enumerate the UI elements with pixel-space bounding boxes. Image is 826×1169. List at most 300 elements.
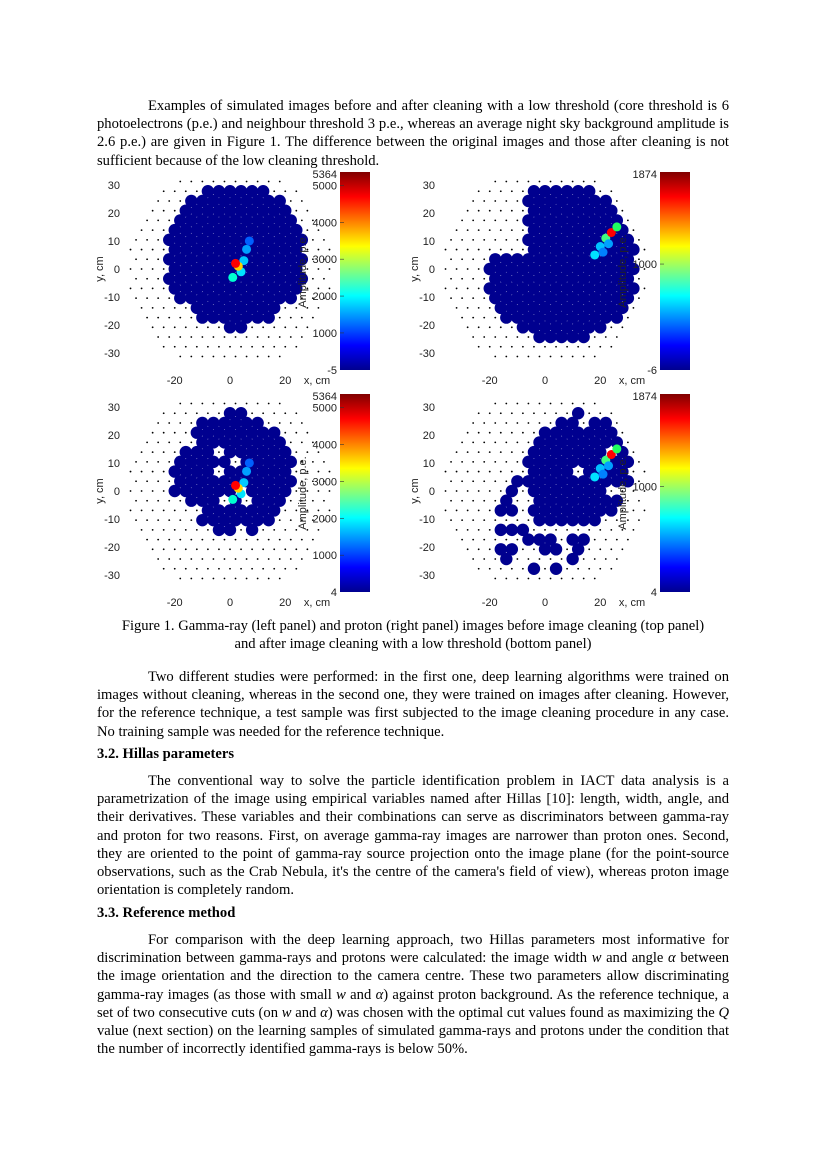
camera-dot xyxy=(516,220,518,222)
camera-dot xyxy=(318,288,320,290)
y-tick-label: 0 xyxy=(113,486,120,498)
camera-dot xyxy=(483,278,485,280)
camera-dot xyxy=(329,471,331,473)
camera-dot xyxy=(224,336,226,338)
camera-pixel xyxy=(489,253,501,265)
camera-dot xyxy=(494,181,496,183)
camera-dot xyxy=(207,568,209,570)
camera-dot xyxy=(505,220,507,222)
camera-dot xyxy=(318,510,320,512)
y-tick-label: -30 xyxy=(104,570,120,583)
camera-dot xyxy=(146,461,148,463)
x-tick-label: -20 xyxy=(166,375,183,387)
colorbar-tick-label: 4000 xyxy=(312,217,337,230)
camera-dot xyxy=(130,288,132,290)
y-tick-label: 10 xyxy=(422,235,435,248)
camera-dot xyxy=(235,336,237,338)
camera-dot xyxy=(157,220,159,222)
camera-dot xyxy=(533,529,535,531)
camera-dot xyxy=(610,548,612,550)
colorbar-min-label: -6 xyxy=(647,365,657,377)
camera-dot xyxy=(566,548,568,550)
camera-dot xyxy=(246,558,248,560)
camera-dot xyxy=(539,558,541,560)
camera-dot xyxy=(157,200,159,202)
camera-dot xyxy=(472,200,474,202)
camera-dot xyxy=(218,568,220,570)
camera-dot xyxy=(279,403,281,405)
camera-dot xyxy=(472,422,474,424)
camera-dot xyxy=(472,519,474,521)
camera-dot xyxy=(478,510,480,512)
camera-dot xyxy=(472,336,474,338)
camera-dot xyxy=(152,548,154,550)
camera-dot xyxy=(323,278,325,280)
camera-dot xyxy=(185,548,187,550)
camera-pixel xyxy=(268,426,280,438)
camera-dot xyxy=(235,539,237,541)
camera-dot xyxy=(544,412,546,414)
camera-dot xyxy=(461,500,463,502)
camera-dot xyxy=(141,229,143,231)
camera-dot xyxy=(201,356,203,358)
x-axis-label: x, cm xyxy=(618,375,646,387)
camera-dot xyxy=(478,346,480,348)
camera-dot xyxy=(522,190,524,192)
camera-dot xyxy=(483,442,485,444)
camera-dot xyxy=(516,181,518,183)
y-tick-label: -20 xyxy=(104,542,120,555)
camera-dot xyxy=(472,220,474,222)
camera-dot xyxy=(174,210,176,212)
camera-dot xyxy=(621,326,623,328)
camera-dot xyxy=(539,403,541,405)
camera-dot xyxy=(306,432,308,434)
camera-dot xyxy=(295,326,297,328)
camera-dot xyxy=(494,519,496,521)
camera-pixel xyxy=(550,563,562,575)
y-tick-label: -30 xyxy=(104,348,120,361)
camera-dot xyxy=(522,249,524,251)
camera-dot xyxy=(500,412,502,414)
camera-dot xyxy=(494,239,496,241)
y-tick-label: 20 xyxy=(422,207,435,220)
camera-dot xyxy=(616,422,618,424)
colorbar-min-label: -5 xyxy=(327,365,337,377)
camera-dot xyxy=(295,412,297,414)
colorbar-tick-label: 3000 xyxy=(312,254,337,267)
camera-dot xyxy=(445,471,447,473)
camera-dot xyxy=(550,356,552,358)
camera-dot xyxy=(246,403,248,405)
camera-dot xyxy=(461,480,463,482)
camera-dot xyxy=(489,307,491,309)
camera-pixel xyxy=(251,417,263,429)
y-tick-label: 20 xyxy=(107,207,120,220)
camera-dot xyxy=(627,539,629,541)
camera-dot xyxy=(610,568,612,570)
camera-dot xyxy=(610,326,612,328)
camera-dot xyxy=(168,442,170,444)
camera-pixel xyxy=(572,407,584,419)
camera-dot xyxy=(478,568,480,570)
camera-dot xyxy=(494,317,496,319)
colorbar-tick-label: 1000 xyxy=(312,550,337,563)
camera-dot xyxy=(483,461,485,463)
camera-dot xyxy=(494,461,496,463)
camera-dot xyxy=(533,548,535,550)
camera-dot xyxy=(500,346,502,348)
x-tick-label: 20 xyxy=(594,597,607,609)
camera-dot xyxy=(472,539,474,541)
camera-dot xyxy=(588,529,590,531)
camera-dot xyxy=(483,220,485,222)
signal-pixel xyxy=(245,236,254,245)
y-tick-label: -20 xyxy=(419,542,435,555)
camera-dot xyxy=(478,548,480,550)
camera-dot xyxy=(505,461,507,463)
camera-dot xyxy=(152,451,154,453)
camera-dot xyxy=(489,249,491,251)
y-tick-label: -10 xyxy=(104,514,120,527)
camera-dot xyxy=(196,568,198,570)
camera-dot xyxy=(505,422,507,424)
camera-dot xyxy=(450,297,452,299)
camera-pixel xyxy=(533,533,545,545)
camera-dot xyxy=(467,490,469,492)
camera-pixel xyxy=(583,185,595,197)
camera-dot xyxy=(135,519,137,521)
camera-dot xyxy=(450,461,452,463)
camera-dot xyxy=(157,519,159,521)
camera-dot xyxy=(174,432,176,434)
camera-dot xyxy=(494,220,496,222)
camera-dot xyxy=(483,558,485,560)
camera-dot xyxy=(494,200,496,202)
camera-dot xyxy=(566,346,568,348)
camera-dot xyxy=(190,519,192,521)
x-tick-label: 20 xyxy=(594,375,607,387)
camera-dot xyxy=(179,442,181,444)
camera-dot xyxy=(174,568,176,570)
x-tick-label: 0 xyxy=(226,375,234,387)
camera-dot xyxy=(566,412,568,414)
camera-dot xyxy=(246,539,248,541)
camera-dot xyxy=(135,480,137,482)
x-tick-label: 0 xyxy=(541,375,549,387)
camera-dot xyxy=(268,578,270,580)
camera-dot xyxy=(621,432,623,434)
camera-dot xyxy=(516,558,518,560)
camera-dot xyxy=(456,307,458,309)
camera-dot xyxy=(224,558,226,560)
camera-dot xyxy=(141,529,143,531)
y-tick-label: -10 xyxy=(419,292,435,305)
camera-dot xyxy=(318,529,320,531)
camera-pixel xyxy=(274,195,286,207)
camera-dot xyxy=(229,346,231,348)
camera-dot xyxy=(505,539,507,541)
camera-dot xyxy=(588,412,590,414)
camera-dot xyxy=(246,336,248,338)
camera-dot xyxy=(190,578,192,580)
y-tick-label: -30 xyxy=(419,348,435,361)
y-tick-label: 0 xyxy=(428,486,435,498)
panel-2 xyxy=(409,169,690,387)
camera-dot xyxy=(152,510,154,512)
camera-dot xyxy=(174,307,176,309)
camera-dot xyxy=(605,539,607,541)
camera-dot xyxy=(472,500,474,502)
camera-dot xyxy=(577,346,579,348)
camera-dot xyxy=(478,249,480,251)
colorbar xyxy=(340,394,370,592)
camera-pixel xyxy=(257,185,269,197)
camera-dot xyxy=(146,539,148,541)
camera-dot xyxy=(152,288,154,290)
camera-dot xyxy=(489,471,491,473)
camera-dot xyxy=(318,249,320,251)
camera-dot xyxy=(295,346,297,348)
signal-pixel xyxy=(604,461,613,470)
camera-dot xyxy=(561,181,563,183)
camera-dot xyxy=(461,297,463,299)
camera-pixel xyxy=(561,185,573,197)
camera-dot xyxy=(163,490,165,492)
camera-dot xyxy=(152,326,154,328)
camera-dot xyxy=(218,412,220,414)
camera-dot xyxy=(633,451,635,453)
camera-dot xyxy=(312,500,314,502)
camera-dot xyxy=(146,480,148,482)
panel-3 xyxy=(94,391,370,609)
camera-dot xyxy=(528,558,530,560)
camera-dot xyxy=(494,480,496,482)
camera-dot xyxy=(500,190,502,192)
figure-1 xyxy=(94,168,729,609)
camera-dot xyxy=(168,500,170,502)
colorbar-max-label: 5364 xyxy=(312,391,337,403)
colorbar-label: Amplitude, p.e. xyxy=(617,234,629,308)
camera-dot xyxy=(483,297,485,299)
camera-dot xyxy=(588,346,590,348)
camera-dot xyxy=(516,403,518,405)
camera-dot xyxy=(251,326,253,328)
camera-dot xyxy=(135,500,137,502)
section-heading-reference: 3.3. Reference method xyxy=(97,905,236,921)
y-tick-label: 0 xyxy=(428,264,435,276)
camera-dot xyxy=(638,500,640,502)
camera-dot xyxy=(306,326,308,328)
camera-dot xyxy=(483,500,485,502)
colorbar-min-label: 4 xyxy=(650,587,657,599)
camera-dot xyxy=(505,239,507,241)
camera-dot xyxy=(290,519,292,521)
signal-pixel xyxy=(245,458,254,467)
camera-dot xyxy=(522,412,524,414)
camera-dot xyxy=(152,249,154,251)
camera-dot xyxy=(627,442,629,444)
camera-dot xyxy=(284,346,286,348)
camera-dot xyxy=(284,307,286,309)
colorbar xyxy=(660,394,690,592)
camera-dot xyxy=(284,326,286,328)
camera-dot xyxy=(135,297,137,299)
camera-pixel xyxy=(196,417,208,429)
camera-dot xyxy=(478,432,480,434)
camera-dot xyxy=(201,403,203,405)
camera-dot xyxy=(522,432,524,434)
camera-dot xyxy=(174,326,176,328)
camera-dot xyxy=(511,346,513,348)
camera-dot xyxy=(505,403,507,405)
camera-dot xyxy=(456,471,458,473)
camera-dot xyxy=(251,412,253,414)
figure-caption xyxy=(97,617,729,653)
camera-dot xyxy=(235,181,237,183)
camera-dot xyxy=(262,548,264,550)
camera-dot xyxy=(461,461,463,463)
camera-dot xyxy=(472,258,474,260)
camera-pixel xyxy=(528,185,540,197)
camera-dot xyxy=(489,190,491,192)
colorbar xyxy=(660,172,690,370)
camera-dot xyxy=(583,181,585,183)
camera-dot xyxy=(472,461,474,463)
camera-dot xyxy=(456,229,458,231)
camera-dot xyxy=(168,558,170,560)
camera-dot xyxy=(290,442,292,444)
camera-dot xyxy=(467,288,469,290)
camera-dot xyxy=(163,288,165,290)
camera-dot xyxy=(450,519,452,521)
camera-dot xyxy=(168,519,170,521)
camera-dot xyxy=(494,422,496,424)
camera-dot xyxy=(146,258,148,260)
colorbar-tick-label: 2000 xyxy=(312,291,337,304)
camera-dot xyxy=(577,529,579,531)
camera-pixel xyxy=(506,524,518,536)
camera-pixel xyxy=(495,543,507,555)
y-tick-label: -20 xyxy=(419,320,435,333)
camera-dot xyxy=(312,239,314,241)
camera-dot xyxy=(246,500,248,502)
camera-dot xyxy=(185,307,187,309)
camera-dot xyxy=(528,403,530,405)
camera-dot xyxy=(539,356,541,358)
camera-dot xyxy=(610,529,612,531)
camera-dot xyxy=(168,422,170,424)
camera-dot xyxy=(152,490,154,492)
y-tick-label: 30 xyxy=(107,401,120,414)
section-heading-hillas: 3.2. Hillas parameters xyxy=(97,746,234,762)
camera-dot xyxy=(301,220,303,222)
camera-dot xyxy=(483,519,485,521)
signal-pixel xyxy=(590,250,599,259)
camera-dot xyxy=(445,249,447,251)
camera-dot xyxy=(257,336,259,338)
y-tick-label: -30 xyxy=(419,570,435,583)
camera-dot xyxy=(478,268,480,270)
intro-paragraph: Examples of simulated images before and after cleaning with a low threshold (core threshold is 6 photoelectrons (p.e.) and neighbour threshold 3 p.e., whereas an average night sky background amplitude is 2.6 p.e.) are given in Figure 1. The difference between the original images and those after cleaning is not sufficient because of the low cleaning threshold. xyxy=(97,98,729,169)
camera-pixel xyxy=(539,185,551,197)
camera-dot xyxy=(445,490,447,492)
camera-dot xyxy=(174,346,176,348)
x-tick-label: 20 xyxy=(279,597,292,609)
camera-dot xyxy=(594,356,596,358)
colorbar xyxy=(340,172,370,370)
camera-dot xyxy=(516,578,518,580)
camera-dot xyxy=(185,529,187,531)
camera-dot xyxy=(295,568,297,570)
camera-dot xyxy=(130,510,132,512)
camera-dot xyxy=(450,239,452,241)
camera-dot xyxy=(262,412,264,414)
camera-dot xyxy=(190,403,192,405)
camera-dot xyxy=(179,519,181,521)
camera-dot xyxy=(190,336,192,338)
camera-dot xyxy=(456,510,458,512)
camera-dot xyxy=(141,307,143,309)
camera-dot xyxy=(633,307,635,309)
camera-dot xyxy=(163,548,165,550)
camera-dot xyxy=(174,451,176,453)
camera-dot xyxy=(146,317,148,319)
camera-dot xyxy=(445,510,447,512)
y-tick-label: -10 xyxy=(104,292,120,305)
camera-dot xyxy=(516,519,518,521)
camera-dot xyxy=(318,268,320,270)
camera-dot xyxy=(179,558,181,560)
camera-dot xyxy=(610,412,612,414)
camera-dot xyxy=(467,548,469,550)
camera-dot xyxy=(290,422,292,424)
camera-dot xyxy=(279,578,281,580)
camera-dot xyxy=(505,356,507,358)
camera-dot xyxy=(555,346,557,348)
camera-dot xyxy=(318,307,320,309)
camera-pixel xyxy=(235,407,247,419)
camera-dot xyxy=(290,558,292,560)
camera-dot xyxy=(163,510,165,512)
camera-dot xyxy=(511,190,513,192)
camera-dot xyxy=(284,190,286,192)
camera-dot xyxy=(329,268,331,270)
camera-dot xyxy=(224,181,226,183)
camera-dot xyxy=(588,548,590,550)
camera-dot xyxy=(483,258,485,260)
camera-dot xyxy=(456,249,458,251)
camera-dot xyxy=(141,451,143,453)
camera-dot xyxy=(528,578,530,580)
camera-dot xyxy=(456,268,458,270)
colorbar-label: Amplitude, p.e. xyxy=(617,456,629,530)
camera-dot xyxy=(190,317,192,319)
camera-dot xyxy=(262,568,264,570)
camera-pixel xyxy=(589,417,601,429)
camera-dot xyxy=(467,529,469,531)
camera-dot xyxy=(627,317,629,319)
signal-pixel xyxy=(590,472,599,481)
camera-dot xyxy=(583,403,585,405)
camera-dot xyxy=(218,471,220,473)
camera-dot xyxy=(213,181,215,183)
camera-dot xyxy=(201,558,203,560)
camera-pixel xyxy=(572,185,584,197)
camera-dot xyxy=(467,471,469,473)
camera-dot xyxy=(196,529,198,531)
camera-dot xyxy=(478,210,480,212)
